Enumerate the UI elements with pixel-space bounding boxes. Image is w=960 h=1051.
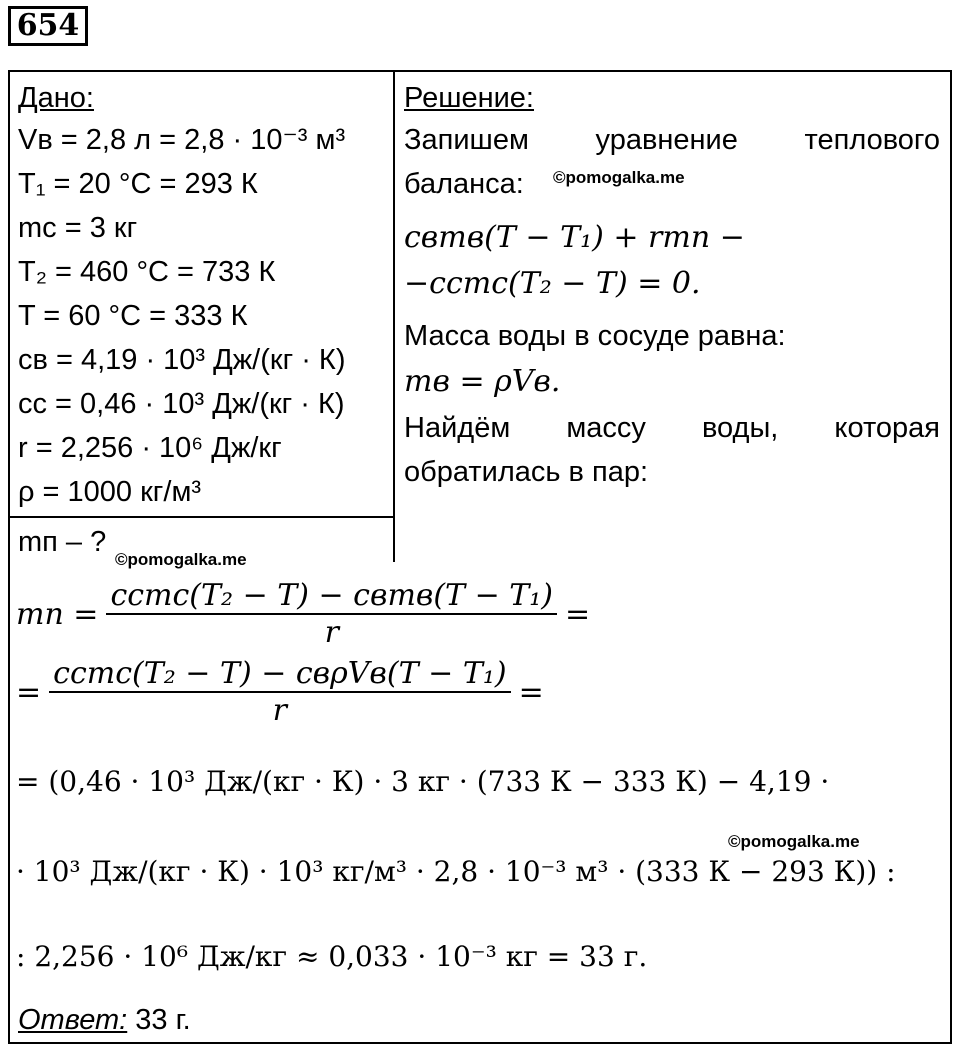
formula-denominator: r (106, 613, 557, 650)
watermark: ©pomogalka.me (728, 832, 860, 851)
find-line: mп – ? (18, 526, 107, 558)
steam-mass-formula-substituted (16, 656, 544, 728)
formula-lhs: mп = (16, 596, 99, 632)
equals-sign: = (16, 674, 42, 710)
formula-denominator: r (49, 691, 510, 728)
watermark: ©pomogalka.me (115, 550, 247, 569)
problem-number: 654 (8, 6, 88, 46)
answer-line (18, 1000, 191, 1040)
given-line-volume: Vв = 2,8 л = 2,8 · 10⁻³ м³ (18, 124, 346, 156)
solution-intro-line2: баланса: (404, 168, 524, 200)
answer-value: 33 г. (135, 1004, 191, 1036)
given-line-t: T = 60 °C = 333 К (18, 300, 248, 332)
given-line-cs: cс = 0,46 · 10³ Дж/(кг · К) (18, 388, 345, 420)
solution-header: Решение: (404, 82, 534, 114)
calculation-line2: · 10³ Дж/(кг · К) · 10³ кг/м³ · 2,8 · 10⁻³ м³ · (333 К − 293 К)) : (16, 855, 896, 888)
calculation-line1: = (0,46 · 10³ Дж/(кг · К) · 3 кг · (733 К − 333 К) − 4,19 · (16, 765, 830, 798)
solution-intro-line1: Запишем уравнение теплового (404, 124, 940, 156)
given-line-mass: mс = 3 кг (18, 212, 138, 244)
heat-balance-equation-line1: cвmв(T − T₁) + rmп − (404, 220, 745, 255)
water-mass-text: Масса воды в сосуде равна: (404, 320, 786, 352)
steam-mass-text-line2: обратилась в пар: (404, 456, 649, 488)
given-line-t1: T₁ = 20 °C = 293 К (18, 168, 258, 200)
formula-numerator: cсmс(T₂ − T) − cвρVв(T − T₁) (53, 656, 507, 691)
given-line-t2: T₂ = 460 °C = 733 К (18, 256, 276, 288)
given-line-rho: ρ = 1000 кг/м³ (18, 476, 202, 508)
formula-fraction (106, 578, 557, 650)
column-divider (393, 70, 395, 562)
watermark: ©pomogalka.me (553, 168, 685, 187)
answer-label: Ответ: (18, 1004, 128, 1036)
given-find-divider (8, 516, 394, 518)
equals-sign: = (518, 674, 544, 710)
heat-balance-equation-line2: −cсmс(T₂ − T) = 0. (404, 266, 701, 301)
equals-sign: = (565, 596, 591, 632)
steam-mass-text-line1: Найдём массу воды, которая (404, 412, 940, 444)
given-line-cw: cв = 4,19 · 10³ Дж/(кг · К) (18, 344, 346, 376)
water-mass-equation: mв = ρVв. (404, 364, 561, 399)
calculation-line3: : 2,256 · 10⁶ Дж/кг ≈ 0,033 · 10⁻³ кг = 33 г. (16, 940, 648, 973)
steam-mass-formula (16, 578, 590, 650)
given-line-r: r = 2,256 · 10⁶ Дж/кг (18, 432, 282, 464)
formula-numerator: cсmс(T₂ − T) − cвmв(T − T₁) (110, 578, 554, 613)
formula-fraction (49, 656, 510, 728)
given-header: Дано: (18, 82, 94, 114)
